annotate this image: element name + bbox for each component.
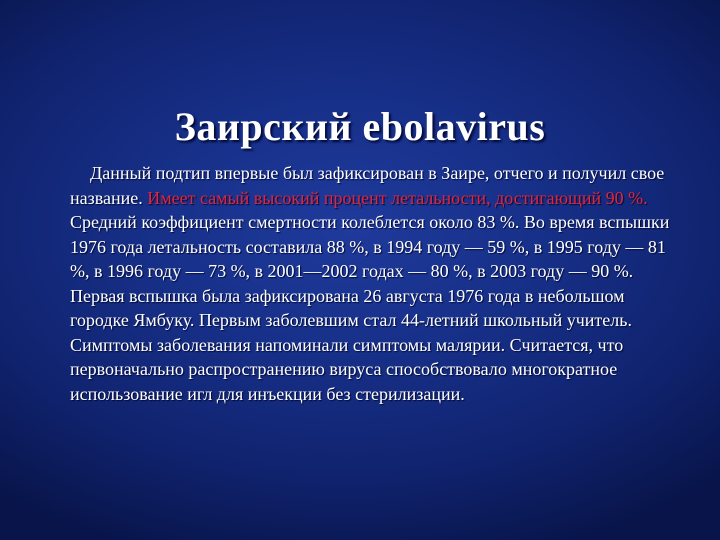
slide-title: Заирский ebolavirus — [174, 103, 546, 149]
paragraph-highlight-text: Имеет самый высокий процент летальности, достигающий 90 %. — [147, 187, 648, 208]
paragraph-text-part2: Средний коэффициент смертности колеблется около 83 %. Во время вспышки 1976 года летальность составила 88 %, в 1994 году — 59 %, в 1995 году — 81 %, в 1996 году — 73 %, в 2001—2002 годах — 80 %, в 2003 году — 90 %. Первая вспышка была зафиксирована 26 августа 1976 года в небольшом городке Ямбуку. Первым заболевшим стал 44-летний школьный учитель. Симптомы заболевания напоминали симптомы малярии. Считается, что первоначально распространению вируса способствовало многократное использование игл для инъекции без стерилизации. — [70, 212, 670, 404]
paragraph-text-part1: Данный подтип впервые был зафиксирован в Заире, отчего и получил свое название. — [70, 163, 665, 208]
slide-body-paragraph — [70, 161, 670, 406]
